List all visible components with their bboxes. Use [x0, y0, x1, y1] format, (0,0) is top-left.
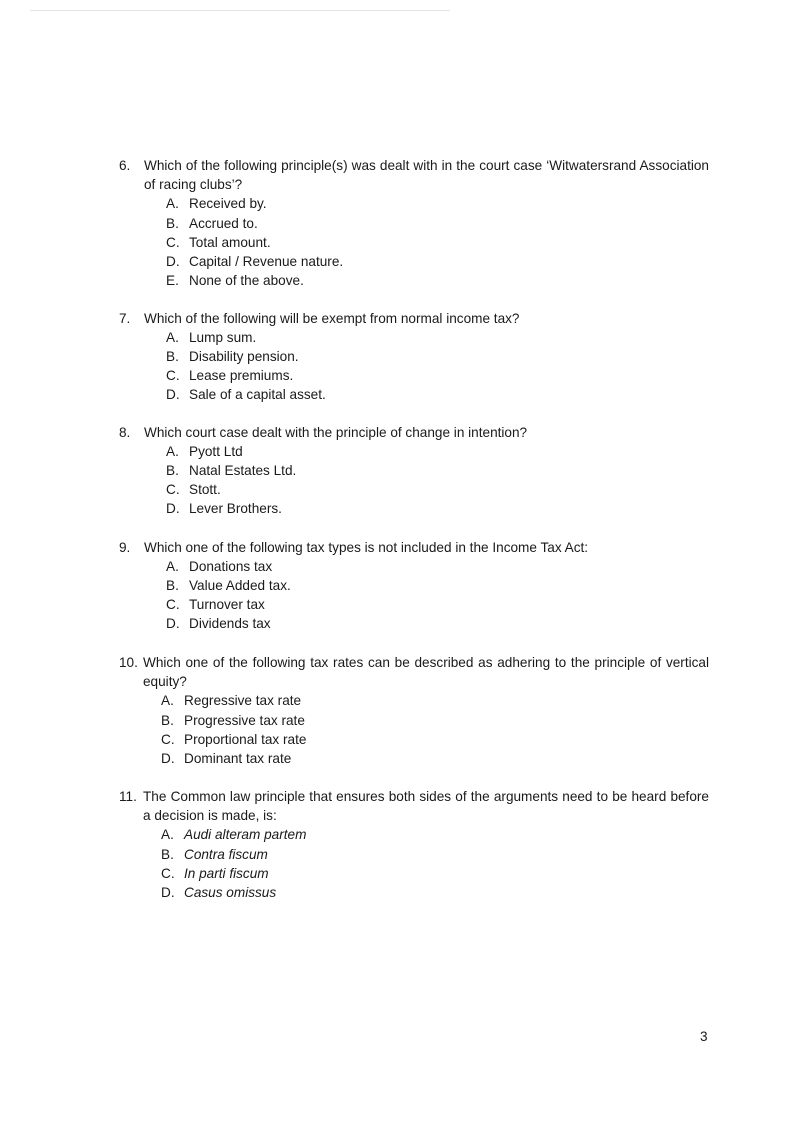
answer-option — [161, 864, 709, 883]
answer-option — [161, 730, 709, 749]
question-8 — [119, 423, 709, 519]
question-text: Which of the following will be exempt from normal income tax? — [144, 311, 520, 326]
option-text: Casus omissus — [184, 884, 277, 900]
option-letter: D. — [161, 884, 175, 900]
answer-option — [161, 825, 709, 844]
question-number: 6. — [119, 158, 131, 173]
option-text: Pyott Ltd — [189, 444, 243, 460]
question-10 — [119, 653, 709, 768]
option-text: Audi alteram partem — [184, 827, 307, 843]
option-list — [166, 442, 709, 518]
question-stem — [119, 309, 709, 328]
question-stem — [119, 156, 709, 194]
option-text: Natal Estates Ltd. — [189, 463, 297, 479]
option-letter: B. — [166, 349, 179, 365]
option-letter: D. — [166, 387, 180, 403]
option-text: None of the above. — [189, 272, 304, 288]
option-text: Value Added tax. — [189, 578, 291, 594]
question-number: 7. — [119, 311, 131, 326]
option-text: Donations tax — [189, 559, 273, 575]
option-letter: B. — [161, 846, 174, 862]
option-letter: B. — [166, 463, 179, 479]
answer-option — [166, 385, 709, 404]
option-list — [161, 825, 709, 901]
answer-option — [166, 347, 709, 366]
option-letter: C. — [161, 865, 175, 881]
option-letter: B. — [161, 712, 174, 728]
option-text: Dividends tax — [189, 616, 271, 632]
option-letter: D. — [166, 616, 180, 632]
option-letter: C. — [166, 597, 180, 613]
question-stem — [119, 787, 709, 825]
question-9 — [119, 538, 709, 634]
option-letter: C. — [161, 731, 175, 747]
option-text: Dominant tax rate — [184, 750, 292, 766]
answer-option — [166, 595, 709, 614]
question-text: The Common law principle that ensures both sides of the arguments need to be heard before a decision is made, is: — [143, 789, 709, 824]
answer-option — [161, 711, 709, 730]
option-letter: D. — [166, 501, 180, 517]
option-text: Sale of a capital asset. — [189, 387, 326, 403]
option-letter: D. — [166, 253, 180, 269]
question-number: 8. — [119, 425, 131, 440]
answer-option — [161, 749, 709, 768]
answer-option — [166, 271, 709, 290]
option-text: Disability pension. — [189, 349, 299, 365]
option-text: In parti fiscum — [184, 865, 269, 881]
option-text: Progressive tax rate — [184, 712, 305, 728]
option-list — [166, 328, 709, 404]
question-6 — [119, 156, 709, 290]
question-stem — [119, 423, 709, 442]
question-text: Which of the following principle(s) was dealt with in the court case ‘Witwatersrand Association of racing clubs’? — [144, 158, 709, 193]
question-text: Which court case dealt with the principle of change in intention? — [144, 425, 528, 440]
answer-option — [166, 442, 709, 461]
page-number: 3 — [700, 1029, 708, 1044]
question-number: 10. — [119, 655, 138, 670]
answer-option — [166, 557, 709, 576]
option-letter: C. — [166, 234, 180, 250]
option-text: Lease premiums. — [189, 368, 294, 384]
answer-option — [166, 233, 709, 252]
option-letter: A. — [161, 827, 174, 843]
option-text: Regressive tax rate — [184, 693, 302, 709]
question-number: 9. — [119, 540, 131, 555]
option-letter: D. — [161, 750, 175, 766]
answer-option — [166, 614, 709, 633]
question-11 — [119, 787, 709, 902]
answer-option — [166, 366, 709, 385]
option-text: Lump sum. — [189, 330, 257, 346]
option-text: Contra fiscum — [184, 846, 268, 862]
answer-option — [166, 194, 709, 213]
option-letter: A. — [166, 444, 179, 460]
answer-option — [166, 214, 709, 233]
option-text: Received by. — [189, 196, 267, 212]
question-text: Which one of the following tax types is not included in the Income Tax Act: — [144, 540, 589, 555]
answer-option — [161, 883, 709, 902]
question-7 — [119, 309, 709, 405]
option-letter: A. — [161, 693, 174, 709]
answer-option — [161, 845, 709, 864]
option-list — [166, 557, 709, 633]
option-list — [161, 691, 709, 767]
option-letter: A. — [166, 330, 179, 346]
scan-artifact-line — [30, 10, 450, 11]
option-letter: C. — [166, 482, 180, 498]
option-list — [166, 194, 709, 289]
option-text: Lever Brothers. — [189, 501, 282, 517]
option-letter: B. — [166, 215, 179, 231]
option-letter: A. — [166, 559, 179, 575]
answer-option — [166, 252, 709, 271]
option-text: Stott. — [189, 482, 221, 498]
option-letter: B. — [166, 578, 179, 594]
answer-option — [161, 691, 709, 710]
question-number: 11. — [119, 789, 137, 804]
option-letter: E. — [166, 272, 179, 288]
question-text: Which one of the following tax rates can be described as adhering to the principle of vertical equity? — [143, 655, 709, 690]
answer-option — [166, 576, 709, 595]
question-stem — [119, 653, 709, 691]
option-text: Total amount. — [189, 234, 271, 250]
answer-option — [166, 328, 709, 347]
option-letter: C. — [166, 368, 180, 384]
option-text: Capital / Revenue nature. — [189, 253, 344, 269]
answer-option — [166, 499, 709, 518]
option-letter: A. — [166, 196, 179, 212]
option-text: Accrued to. — [189, 215, 258, 231]
answer-option — [166, 461, 709, 480]
question-stem — [119, 538, 709, 557]
option-text: Turnover tax — [189, 597, 265, 613]
option-text: Proportional tax rate — [184, 731, 307, 747]
answer-option — [166, 480, 709, 499]
